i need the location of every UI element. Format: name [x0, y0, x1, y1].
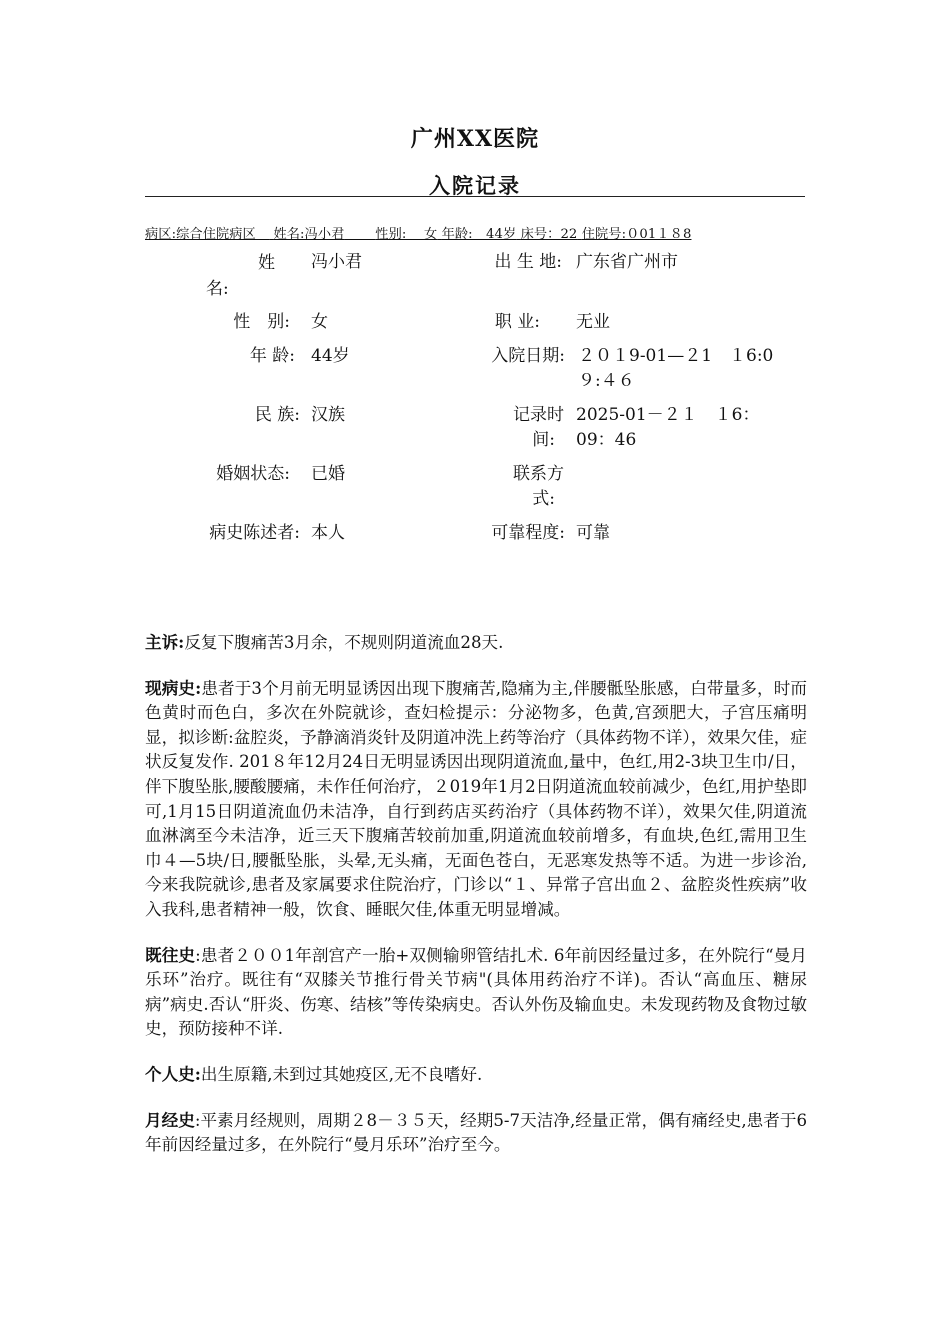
record-time-label-line2: 间: [532, 430, 555, 450]
chief-complaint-label: 主诉: [145, 632, 185, 652]
patient-info-line [145, 223, 805, 242]
menstrual-history-section [145, 1108, 807, 1158]
age-info: 年龄: 44岁 [441, 227, 517, 242]
sex-value: 女 [311, 312, 328, 332]
record-time-label-line1: 记录时 [513, 405, 564, 425]
age-label: 年 龄: [249, 346, 295, 366]
ward-info: 病区:综合住院病区＿ [145, 227, 270, 242]
record-time-value-line2: 09：46 [576, 430, 637, 450]
reliability-value: 可靠 [576, 523, 610, 543]
contact-label-line2: 式: [532, 489, 555, 509]
name-info: 姓名:冯小君 [273, 227, 345, 242]
birthplace-label: 出 生 地: [494, 252, 562, 272]
occupation-value: 无业 [576, 312, 610, 332]
marital-label: 婚姻状态: [216, 464, 290, 484]
reliability-label: 可靠程度: [491, 523, 565, 543]
menstrual-history-label: 月经史 [145, 1109, 195, 1130]
present-illness-text: 患者于3个月前无明显诱因出现下腹痛苦,隐痛为主,伴腰骶坠胀感，白带量多，时而色黄时而色白，多次在外院就诊，查妇检提示：分泌物多，色黄,宫颈肥大，子宫压痛明显，拟诊断:盆腔炎，予静滴消炎针及阴道冲洗上药等治疗（具体药物不详），效果欠佳，症状反复发作. 201８年12月24日无明显诱因出现阴道流血,量中，色红,用2-3块卫生巾/日，伴下腹坠胀,腰酸腰痛，未作任何治疗，２019年1月2日阴道流血较前减少，色红,用护垫即可,1月15日阴道流血仍未洁净，自行到药店买药治疗（具体药物不详），效果欠佳,阴道流血淋漓至今未洁净，近三天下腹痛苦较前加重,阴道流血较前增多，有血块,色红,需用卫生巾４—5块/日,腰骶坠胀，头晕,无头痛，无面色苍白，无恶寒发热等不适。为进一步诊治,今来我院就诊,患者及家属要求住院治疗，门诊以“１、异常子宫出血２、盆腔炎性疾病”收入我科,患者精神一般，饮食、睡眠欠佳,体重无明显增减。 [145, 678, 807, 919]
age-value: 44岁 [311, 346, 350, 366]
marital-value: 已婚 [311, 464, 345, 484]
ethnicity-value: 汉族 [311, 405, 345, 425]
admit-date-value-line1: ２０１9-01—２1 １6:0 [578, 346, 774, 366]
name-value: 冯小君 [311, 252, 362, 272]
hospital-name: 广州XX医院 [410, 126, 540, 152]
personal-history-text: 出生原籍,未到过其她疫区,无不良嗜好. [200, 1064, 483, 1084]
bed-info: 床号：22 [520, 227, 578, 242]
chief-complaint-text: 反复下腹痛苦3月余，不规则阴道流血28天. [184, 633, 504, 652]
past-history-text: :患者２００1年剖宫产一胎+双侧输卵管结扎术. 6年前因经量过多，在外院行“曼月乐环”治疗。既往有“双膝关节推行骨关节病"(具体用药治疗不详)。否认“高血压、糖尿病”病史.否认“肝炎、伤寒、结核”等传染病史。否认外伤及输血史。未发现药物及食物过敏史，预防接种不详. [145, 945, 808, 1039]
document-title: 入院记录 [429, 173, 521, 198]
contact-label-line1: 联系方 [513, 464, 564, 484]
historian-value: 本人 [311, 523, 345, 543]
historian-label: 病史陈述者: [209, 523, 300, 543]
record-body [145, 630, 807, 1178]
name-label: 姓 名: [206, 253, 275, 299]
ethnicity-label: 民 族: [254, 405, 300, 425]
personal-history-label: 个人史: [145, 1063, 201, 1084]
admission-number-info: 住院号:０01１８8 [581, 227, 692, 242]
past-history-section [145, 943, 807, 1042]
admit-date-label: 入院日期: [491, 346, 565, 366]
record-time-value-line1: 2025-01－２１ １6： [576, 405, 760, 425]
chief-complaint-section [145, 630, 807, 656]
menstrual-history-text: :平素月经规则，周期２8－３５天，经期5-7天洁净,经量正常，偶有痛经史,患者于6年前因经量过多，在外院行“曼月乐环”治疗至今。 [145, 1110, 808, 1155]
occupation-label: 职 业: [494, 312, 540, 332]
present-illness-section [145, 676, 807, 923]
personal-history-section [145, 1062, 807, 1088]
title-divider [145, 196, 805, 197]
sex-info: 性别: 女 [375, 227, 438, 242]
birthplace-value: 广东省广州市 [576, 252, 678, 272]
patient-fields [0, 250, 950, 570]
admit-date-value-line2: ９:４６ [578, 371, 635, 391]
past-history-label: 既往史 [145, 944, 196, 965]
sex-label: 性 别: [233, 312, 290, 332]
present-illness-label: 现病史: [145, 677, 202, 698]
